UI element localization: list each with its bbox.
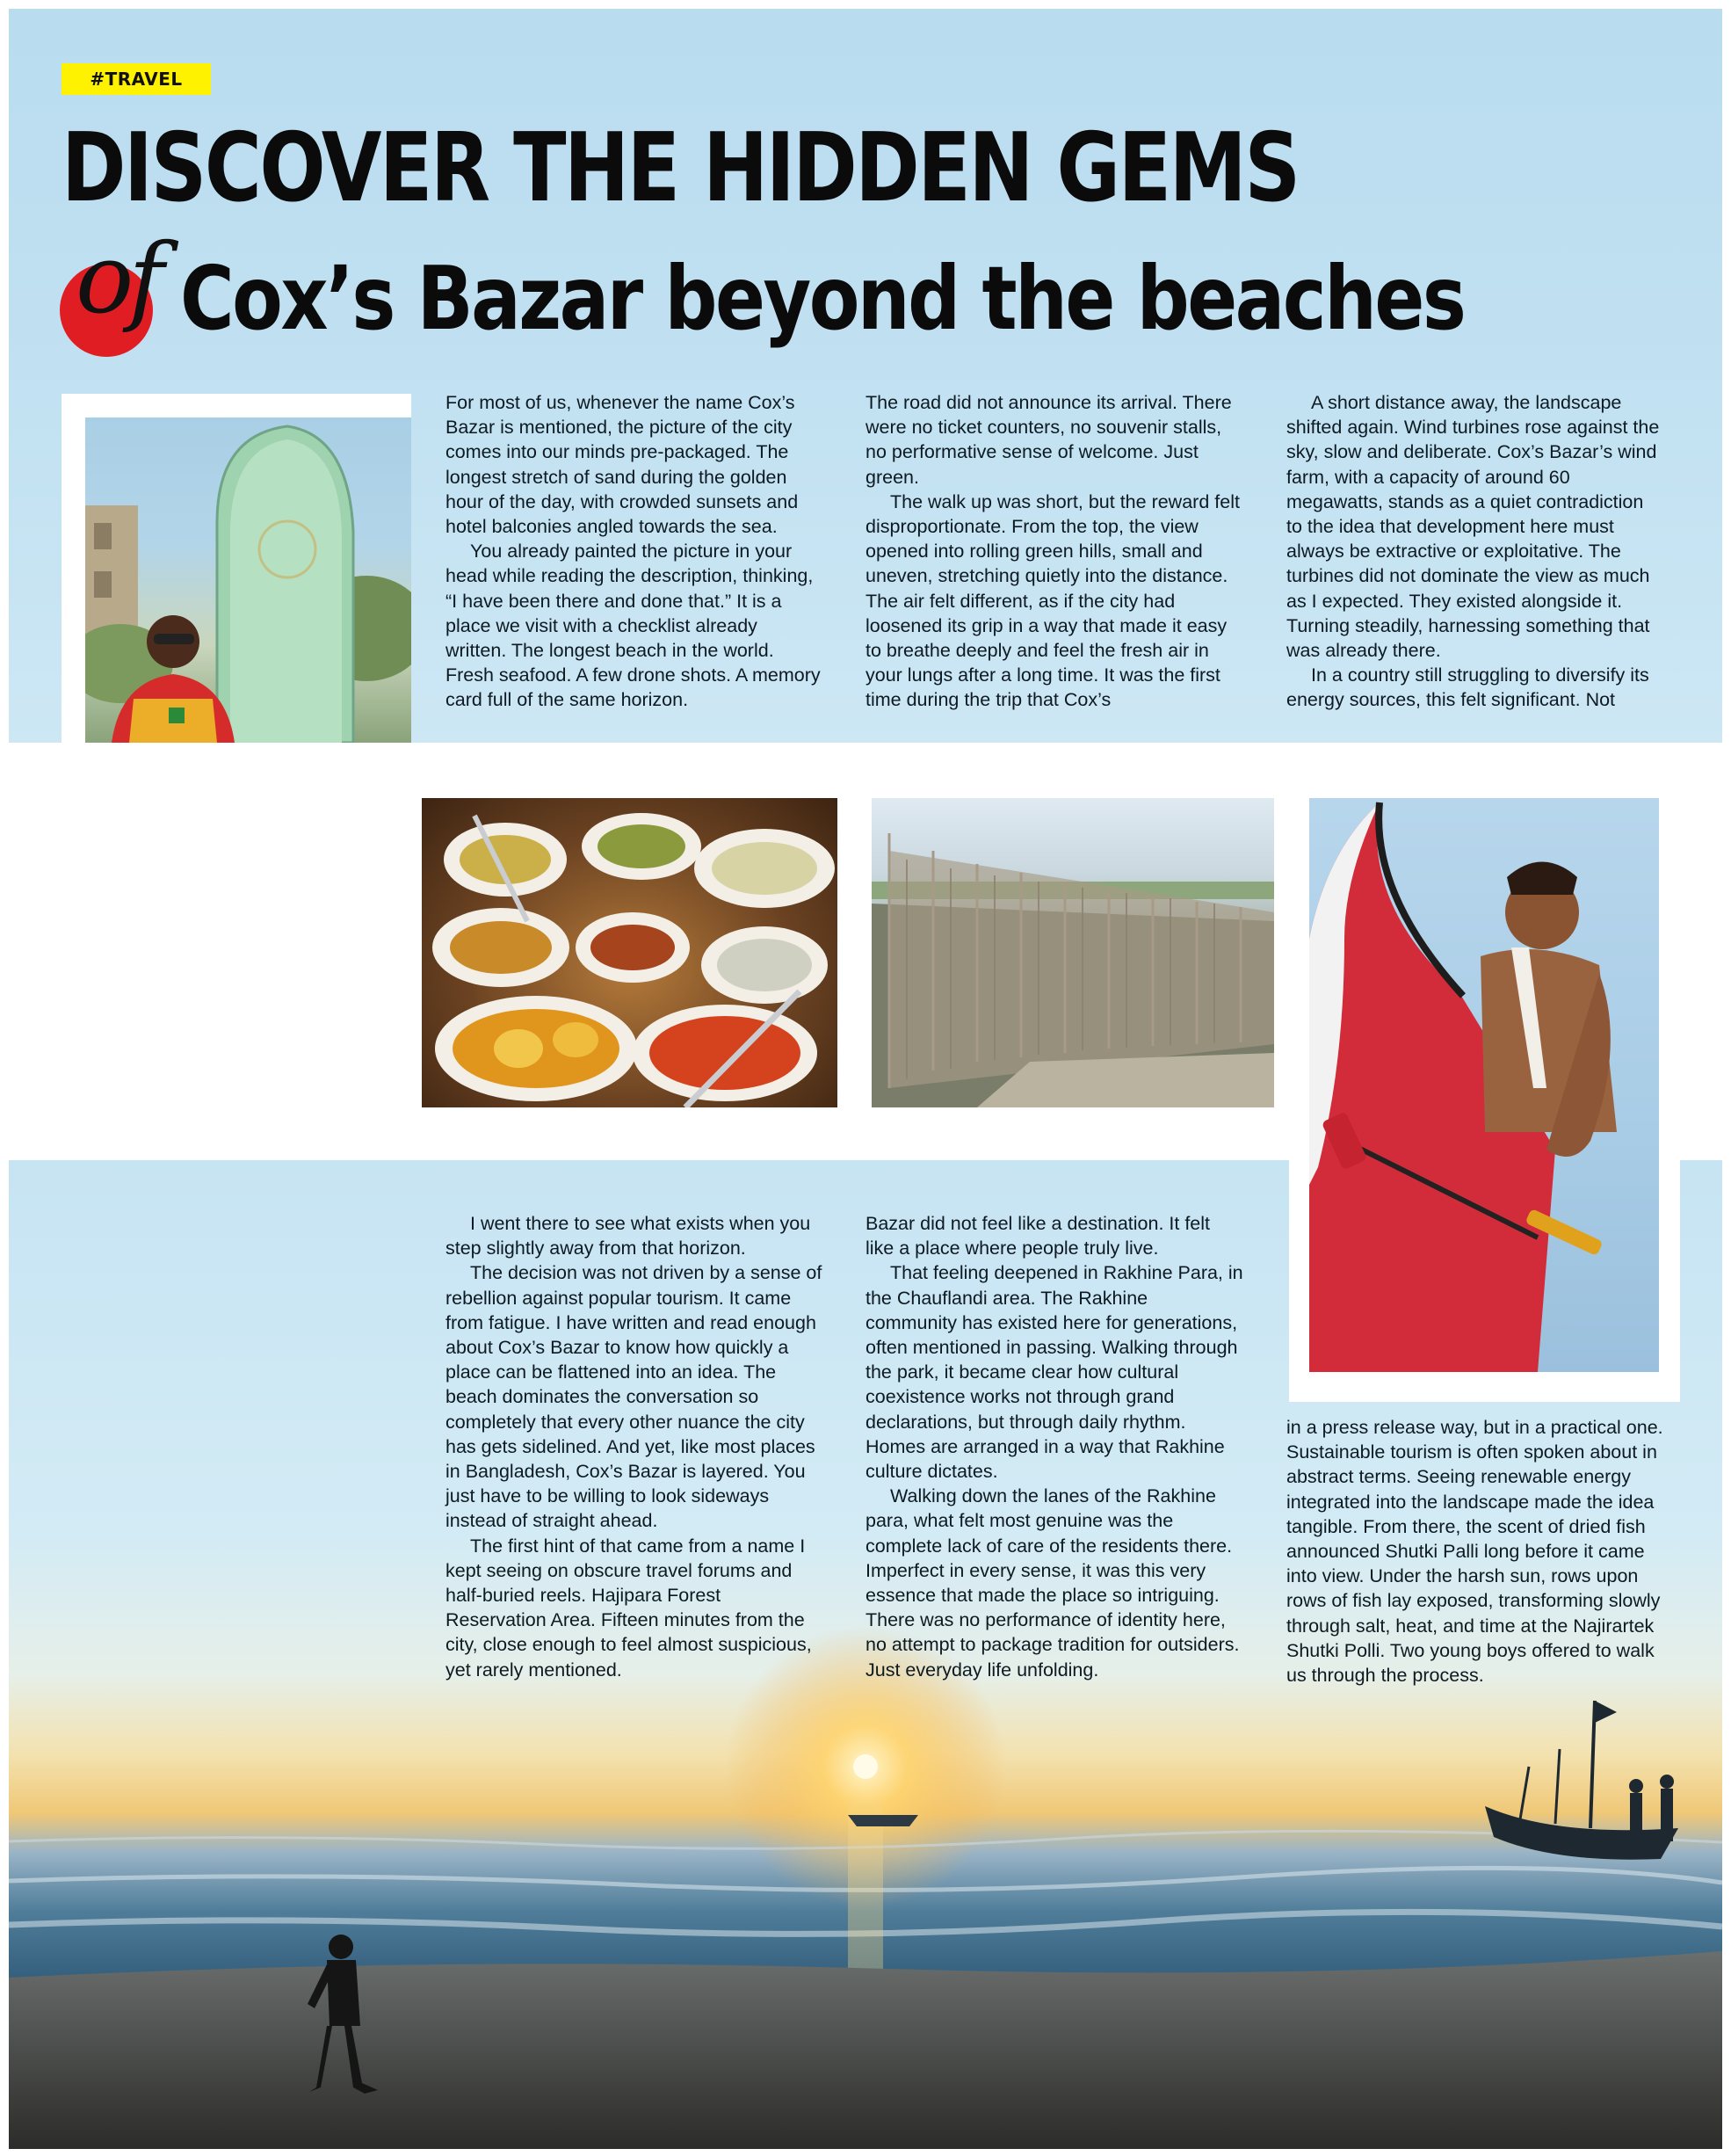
paragraph: The first hint of that came from a name I kept seeing on obscure travel forums and half-buried reels. Hajipara Forest Reservation Area. Fifteen minutes from the city, close enough to feel almost suspicious, yet rarely mentioned. [445, 1535, 812, 1681]
bottom-column-1 [445, 1211, 823, 1682]
paragraph: For most of us, whenever the name Cox’s Bazar is mentioned, the picture of the city comes into our minds pre-packaged. The longest stretch of sand during the golden hour of the day, with crowded sunsets and hotel balconies angled towards the sea. [445, 392, 799, 538]
headline-line-2: Cox’s Bazar beyond the beaches [180, 247, 1465, 350]
paragraph: in a press release way, but in a practical one. Sustainable tourism is often spoken about in abstract terms. Seeing renewable energy integrated into the landscape made the idea tangible. From there, the scent of dried fish announced Shutki Palli long before it came into view. Under the harsh sun, rows upon rows of fish lay exposed, transforming slowly through salt, heat, and time at the Najirartek Shutki Polli. Two young boys offered to walk us through the process. [1286, 1417, 1663, 1687]
paragraph: The walk up was short, but the reward felt disproportionate. From the top, the view opened into rolling green hills, small and uneven, stretching quietly into the distance. The air felt different, as if the city had loosened its grip in a way that made it easy to breathe deeply and feel the fresh air in your lungs after a long time. It was the first time during the trip that Cox’s [866, 490, 1240, 711]
surfer-photo [85, 417, 411, 743]
top-column-3 [1286, 390, 1664, 713]
dried-fish-photo [872, 798, 1274, 1107]
paragraph: A short distance away, the landscape shifted again. Wind turbines rose against the sky, slow and deliberate. Cox’s Bazar’s wind farm, with a capacity of around 60 megawatts, stands as a quiet contradiction to the idea that development here must always be extractive or exploitative. The turbines did not dominate the view as much as I expected. They existed alongside it. Turning steadily, harnessing something that was already there. [1286, 392, 1660, 662]
boat-painter-photo [1309, 798, 1659, 1372]
paragraph: The decision was not driven by a sense of rebellion against popular tourism. It came from fatigue. I have written and read enough about Cox’s Bazar to know how quickly a place can be flattened into an idea. The beach dominates the conversation so completely that every other nuance the city has gets sidelined. And yet, like most places in Bangladesh, Cox’s Bazar is layered. You just have to be willing to look sideways instead of straight ahead. [445, 1262, 822, 1532]
food-photo [422, 798, 837, 1107]
paragraph: The road did not announce its arrival. There were no ticket counters, no souvenir stalls, no performative sense of welcome. Just green. [866, 392, 1232, 488]
boat-painter-photo-frame [1289, 773, 1680, 1402]
surfer-photo-frame [62, 394, 411, 743]
paragraph: You already painted the picture in your head while reading the description, thinking, “I have been there and done that.” It is a place we visit with a checklist already written. The longest beach in the world. Fresh seafood. A few drone shots. A memory card full of the same horizon. [445, 541, 821, 711]
bottom-column-2 [866, 1211, 1243, 1682]
top-column-1 [445, 390, 823, 713]
paragraph: That feeling deepened in Rakhine Para, in the Chauflandi area. The Rakhine community has existed here for generations, often mentioned in passing. Walking through the park, it became clear how cultural coexistence works not through grand declarations, but through daily rhythm. Homes are arranged in a way that Rakhine culture dictates. [866, 1262, 1243, 1483]
paragraph: Bazar did not feel like a destination. It felt like a place where people truly live. [866, 1213, 1211, 1259]
paragraph: I went there to see what exists when you step slightly away from that horizon. [445, 1213, 811, 1259]
paragraph: Walking down the lanes of the Rakhine para, what felt most genuine was the complete lack of care of the residents there. Imperfect in every sense, it was this very essence that made the place so intriguing. There was no performance of identity here, no attempt to package tradition for outsiders. Just everyday life unfolding. [866, 1485, 1240, 1681]
section-tag-travel: #TRAVEL [62, 63, 211, 95]
top-column-2 [866, 390, 1243, 713]
headline-of-word: of [76, 222, 159, 335]
bottom-column-3 [1286, 1415, 1664, 1688]
paragraph: In a country still struggling to diversify its energy sources, this felt significant. Not [1286, 664, 1649, 711]
headline-line-1: DISCOVER THE HIDDEN GEMS [62, 113, 1299, 223]
